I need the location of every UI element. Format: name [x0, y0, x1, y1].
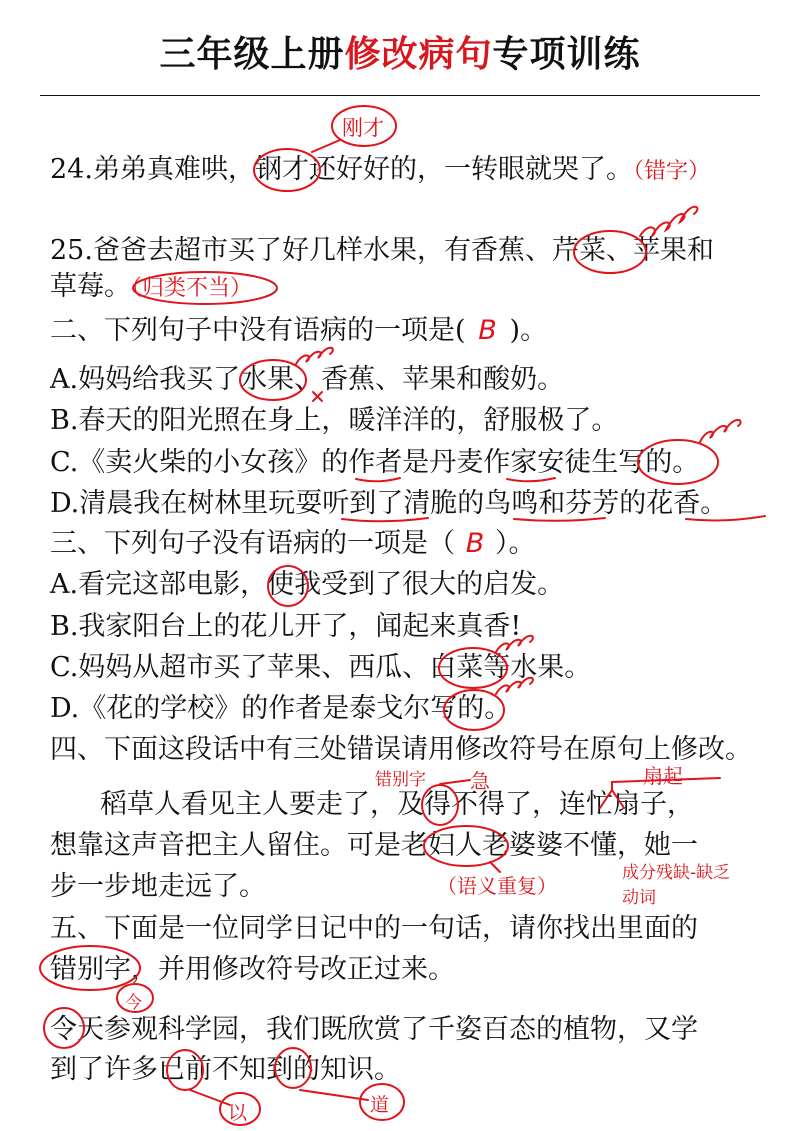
section-2-prompt: 二、下列句子中没有语病的一项是(	[50, 315, 466, 346]
leader-dao-5	[300, 1090, 368, 1100]
section-4-paragraph-line2: 想靠这声音把主人留住。可是老妇人老婆婆不懂，她一	[50, 830, 698, 861]
annotation-chengfen-line2: 动词	[622, 888, 656, 908]
section-4-paragraph-line1: 稻草人看见主人要走了，及得不得了，连忙扇子，	[100, 789, 694, 820]
section-5-heading-line1: 五、下面是一位同学日记中的一句话，请你找出里面的	[50, 913, 698, 944]
page-title	[0, 26, 800, 77]
annotation-ji: 急	[470, 769, 490, 793]
annotation-yuyi: （语义重复）	[437, 874, 557, 898]
leader-yi-5	[190, 1090, 230, 1105]
section-2-option-a: A.妈妈给我买了水果、香蕉、苹果和酸奶。	[50, 364, 565, 395]
section-3-heading	[50, 527, 536, 561]
section-2-option-c: C.《卖火柴的小女孩》的作者是丹麦作家安徒生写的。	[50, 447, 700, 478]
leader-gangcai	[312, 140, 340, 152]
section-3-option-b: B.我家阳台上的花儿开了，闻起来真香!	[50, 611, 522, 642]
section-3-option-d: D.《花的学校》的作者是泰戈尔写的。	[50, 693, 512, 724]
leader-ji-4	[440, 780, 470, 784]
section-2-answer: B	[478, 315, 497, 346]
section-5-heading-line2: 错别字，并用修改符号改正过来。	[50, 954, 455, 985]
question-24	[50, 153, 710, 189]
section-2-close: )。	[509, 315, 548, 346]
annotation-yi: 以	[228, 1102, 248, 1124]
section-2-heading	[50, 314, 547, 348]
section-5-sentence-line1: 令天参观科学园，我们既欣赏了千姿百态的植物，又学	[50, 1014, 698, 1045]
question-24-text: 24.弟弟真难哄，钢才还好好的，一转眼就哭了。	[50, 154, 633, 185]
section-4-paragraph-line3: 步一步地走远了。	[50, 871, 266, 902]
section-3-option-a: A.看完这部电影，使我受到了很大的启发。	[50, 569, 565, 600]
section-3-close: ）。	[495, 528, 536, 559]
annotation-shanqi: 扇起	[643, 764, 683, 788]
delete-loops-2c	[700, 420, 741, 442]
question-25-note: （归类不当）	[131, 276, 253, 301]
title-prefix: 三年级上册	[159, 34, 345, 75]
annotation-cuobiezi: 错别字	[375, 770, 426, 790]
section-3-prompt: 三、下列句子没有语病的一项是（	[50, 528, 455, 559]
question-25-line1: 25.爸爸去超市买了好几样水果，有香蕉、芹菜、苹果和	[50, 235, 714, 266]
title-suffix: 专项训练	[492, 34, 641, 75]
question-25-text-end: 草莓。	[50, 271, 131, 302]
delete-loops-2a	[296, 348, 333, 364]
section-2-option-b: B.春天的阳光照在身上，暖洋洋的，舒服极了。	[50, 405, 619, 436]
delete-loops-q25	[640, 207, 697, 236]
title-highlight: 修改病句	[344, 34, 493, 75]
question-24-note: （错字）	[632, 159, 710, 184]
annotation-jin: 今	[125, 993, 142, 1013]
section-5-sentence-line2: 到了许多已前不知到的知识。	[50, 1054, 401, 1085]
annotation-dao: 道	[370, 1094, 390, 1116]
annotation-chengfen-line1: 成分残缺-缺乏	[622, 863, 731, 883]
section-3-option-c: C.妈妈从超市买了苹果、西瓜、白菜等水果。	[50, 652, 592, 683]
section-2-option-d: D.清晨我在树林里玩耍听到了清脆的鸟鸣和芬芳的花香。	[50, 488, 728, 519]
section-4-heading: 四、下面这段话中有三处错误请用修改符号在原句上修改。	[50, 734, 752, 765]
question-25-line2	[50, 270, 252, 306]
section-3-answer: B	[465, 528, 485, 559]
title-divider	[40, 95, 760, 96]
annotation-gangcai: 刚才	[342, 116, 384, 140]
